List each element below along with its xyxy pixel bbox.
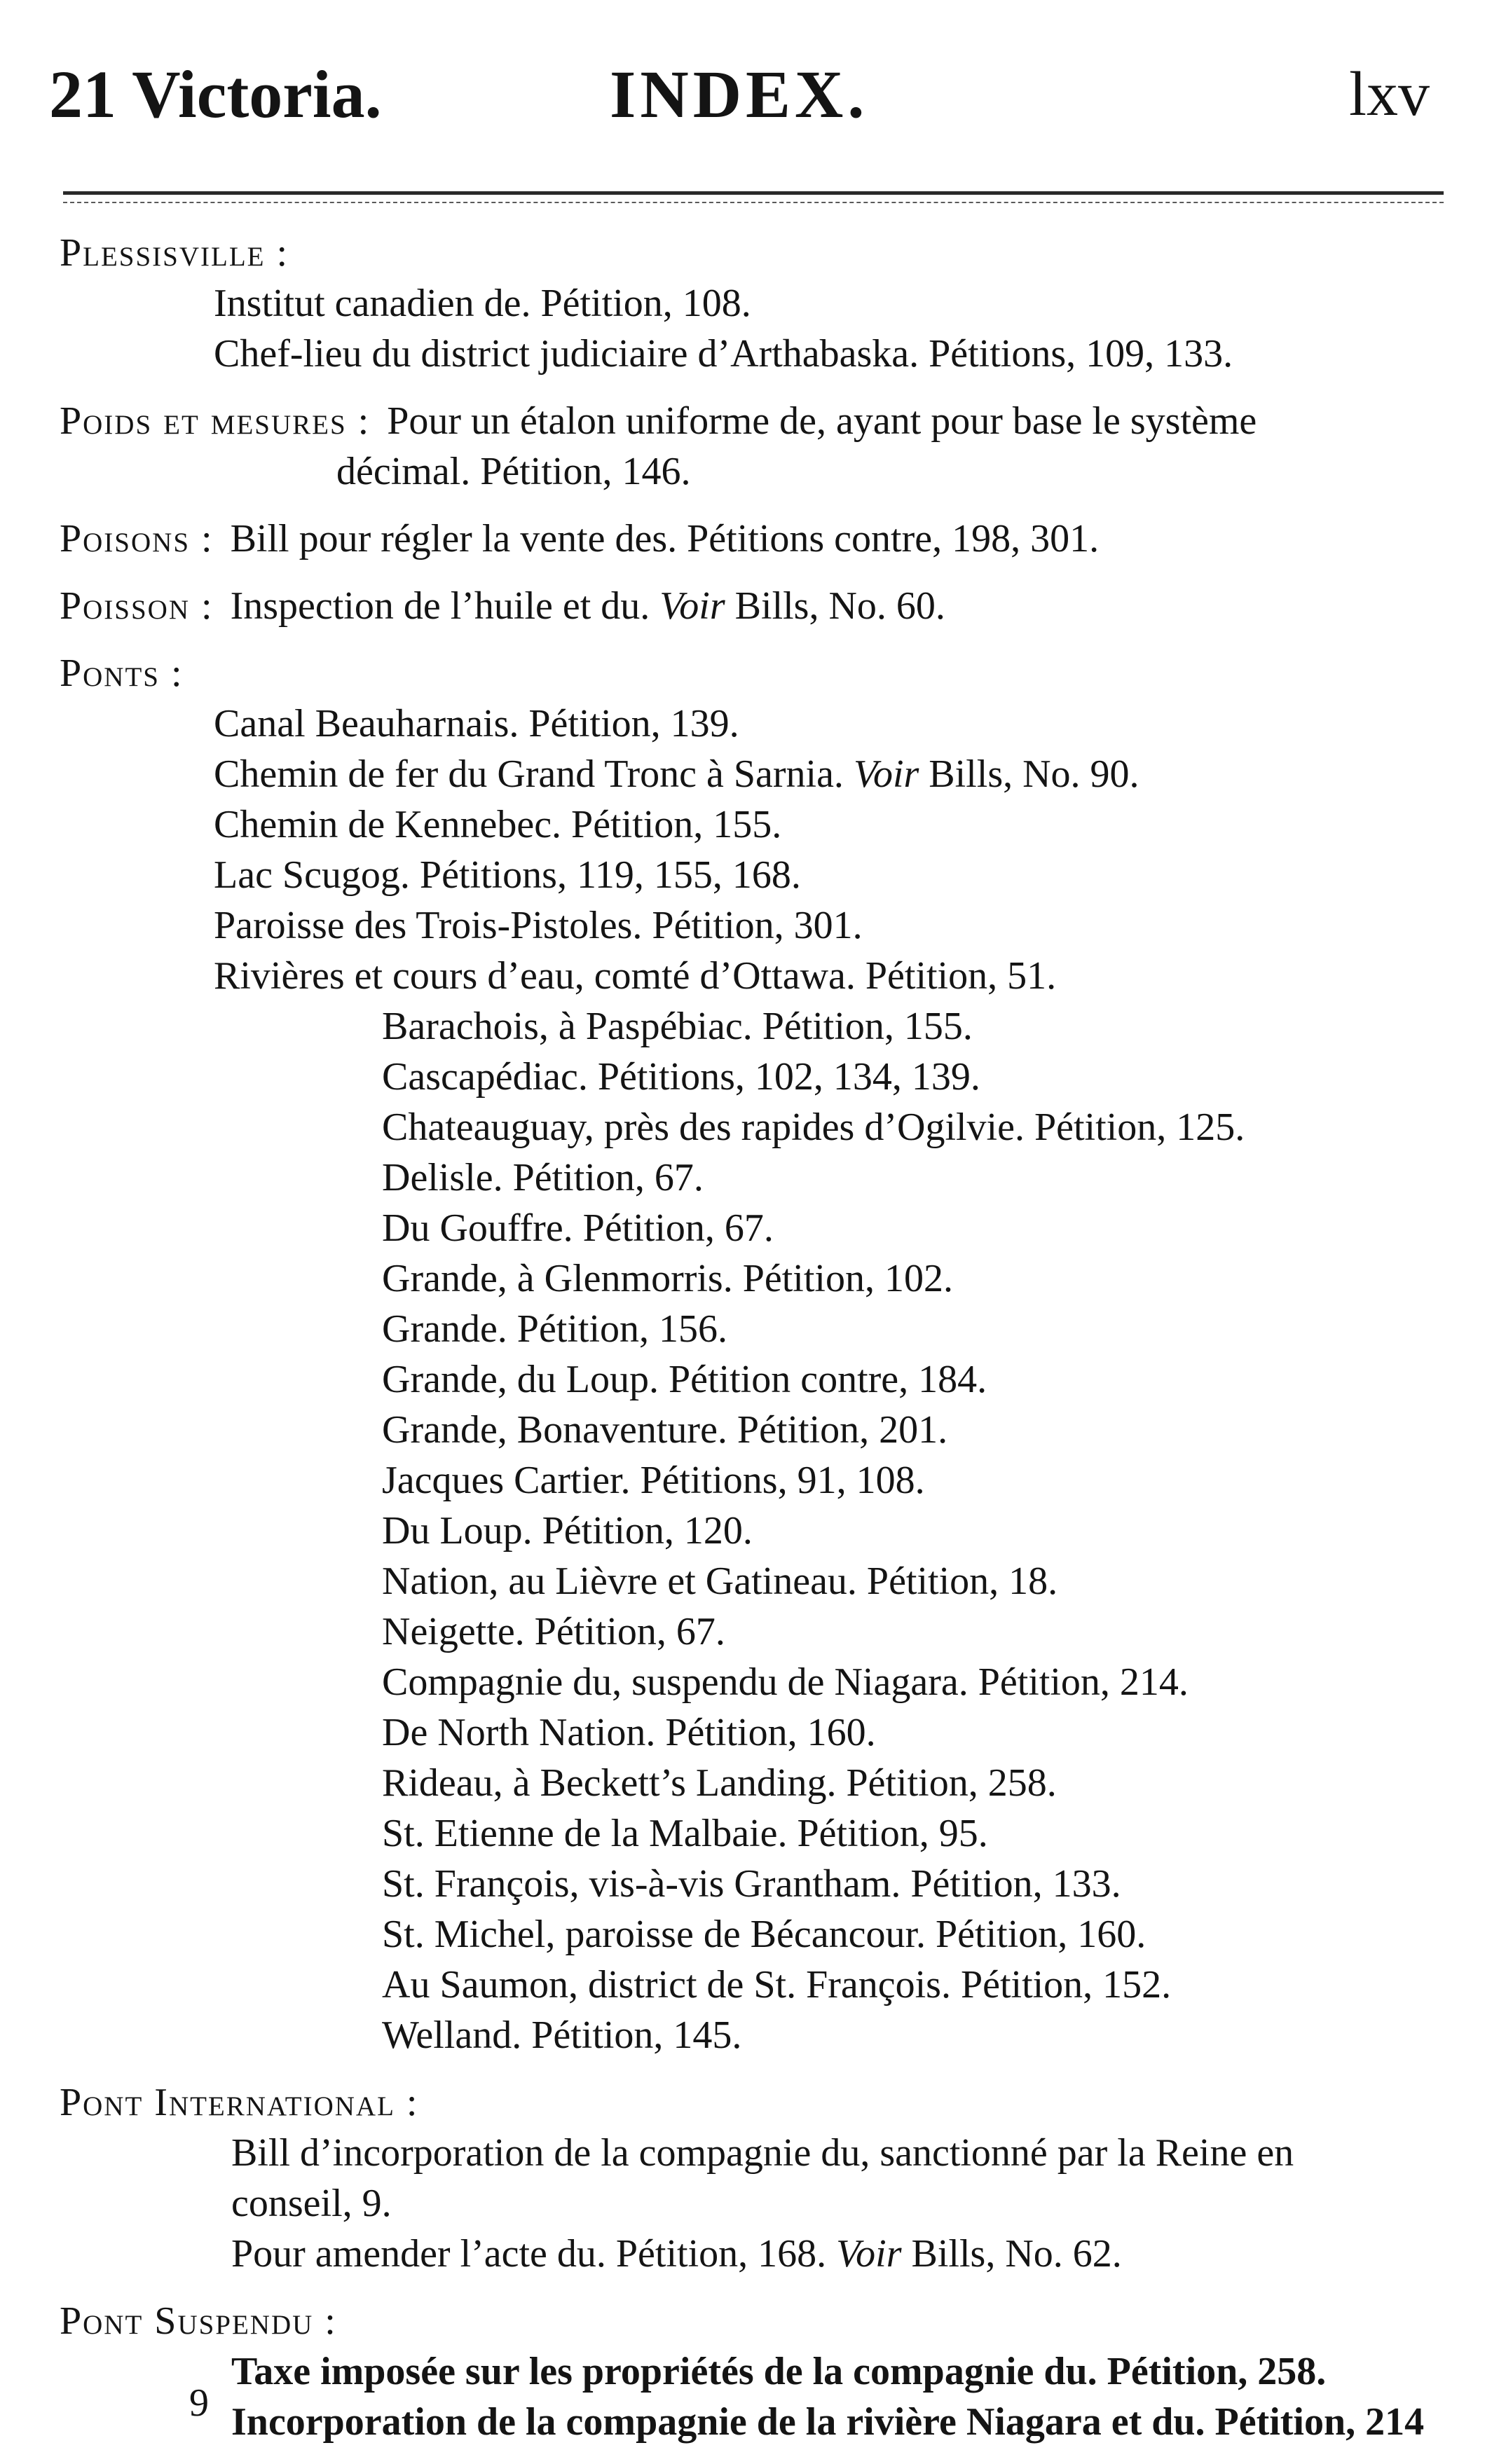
subentry-line: Delisle. Pétition, 67. bbox=[382, 1156, 704, 1199]
header-session: 21 Victoria. bbox=[49, 57, 382, 132]
subentry-line: De North Nation. Pétition, 160. bbox=[382, 1711, 876, 1754]
subentry-line: Grande, à Glenmorris. Pétition, 102. bbox=[382, 1257, 953, 1300]
subentry-line: Grande, Bonaventure. Pétition, 201. bbox=[382, 1408, 948, 1452]
subentry-line: St. Michel, paroisse de Bécancour. Pétition, 160. bbox=[382, 1913, 1147, 1956]
entry-inline-text: Inspection de l’huile et du. Voir Bills, No. 60. bbox=[230, 584, 945, 628]
subentry-line: Canal Beauharnais. Pétition, 139. bbox=[214, 702, 739, 745]
heading-line bbox=[0, 648, 1499, 698]
subentry-line: Incorporation de la compagnie de la rivière Niagara et du. Pétition, 214 bbox=[231, 2400, 1425, 2444]
heading-line bbox=[0, 581, 1499, 631]
subentry-line: Chemin de fer du Grand Tronc à Sarnia. Voir Bills, No. 90. bbox=[214, 752, 1139, 796]
subentry-line: Bill d’incorporation de la compagnie du, sanctionné par la Reine en bbox=[231, 2131, 1294, 2175]
entry-heading: Pont Suspendu : bbox=[60, 2299, 337, 2343]
header-rule bbox=[63, 191, 1444, 195]
subentry-line: Chef-lieu du district judiciaire d’Arthabaska. Pétitions, 109, 133. bbox=[214, 332, 1233, 376]
entry-heading: Pont International : bbox=[60, 2081, 419, 2124]
subentry-line: Compagnie du, suspendu de Niagara. Pétition, 214. bbox=[382, 1660, 1189, 1704]
subentry-line: Chemin de Kennebec. Pétition, 155. bbox=[214, 803, 782, 846]
subentry-line: Taxe imposée sur les propriétés de la compagnie du. Pétition, 258. bbox=[231, 2350, 1327, 2393]
subentry-line: Rivières et cours d’eau, comté d’Ottawa. Pétition, 51. bbox=[214, 954, 1057, 998]
entry-inline-text: Pour un étalon uniforme de, ayant pour base le système bbox=[387, 399, 1257, 443]
subentry-line: Nation, au Lièvre et Gatineau. Pétition, 18. bbox=[382, 1560, 1058, 1603]
index-entry bbox=[0, 581, 1499, 631]
header-rule-secondary bbox=[63, 202, 1444, 203]
entry-heading: Poisons : bbox=[60, 517, 214, 560]
subentry-line: Grande, du Loup. Pétition contre, 184. bbox=[382, 1358, 987, 1401]
subentry-line: St. Etienne de la Malbaie. Pétition, 95. bbox=[382, 1812, 988, 1855]
heading-line bbox=[0, 396, 1499, 446]
subentry-line: Neigette. Pétition, 67. bbox=[382, 1610, 725, 1653]
subentry-line: Pour amender l’acte du. Pétition, 168. Voir Bills, No. 62. bbox=[231, 2232, 1122, 2276]
subentry-line: Rideau, à Beckett’s Landing. Pétition, 258. bbox=[382, 1761, 1057, 1805]
running-header bbox=[42, 56, 1437, 140]
subentry-line: St. François, vis-à-vis Grantham. Pétition, 133. bbox=[382, 1862, 1121, 1906]
entry-heading: Poisson : bbox=[60, 584, 214, 628]
index-entry bbox=[0, 2077, 1499, 2279]
heading-line bbox=[0, 228, 1499, 278]
entry-inline-text: Bill pour régler la vente des. Pétitions contre, 198, 301. bbox=[230, 517, 1100, 560]
subentry-line: Barachois, à Paspébiac. Pétition, 155. bbox=[382, 1005, 973, 1048]
entry-heading: Ponts : bbox=[60, 652, 184, 695]
entry-heading: Poids et mesures : bbox=[60, 399, 371, 443]
subentry-line: Lac Scugog. Pétitions, 119, 155, 168. bbox=[214, 853, 801, 897]
subentry-line: Cascapédiac. Pétitions, 102, 134, 139. bbox=[382, 1055, 980, 1099]
subentry-line: Welland. Pétition, 145. bbox=[382, 2014, 742, 2057]
index-body bbox=[0, 228, 1499, 2464]
index-entry bbox=[0, 648, 1499, 2060]
header-title: INDEX. bbox=[610, 57, 869, 132]
subentry-line: Grande. Pétition, 156. bbox=[382, 1307, 728, 1351]
subentry-line: Au Saumon, district de St. François. Pétition, 152. bbox=[382, 1963, 1172, 2007]
subentry-line: Jacques Cartier. Pétitions, 91, 108. bbox=[382, 1459, 925, 1502]
header-page-number: lxv bbox=[1348, 60, 1430, 129]
subentry-line: Du Gouffre. Pétition, 67. bbox=[382, 1206, 774, 1250]
subentry-line: décimal. Pétition, 146. bbox=[336, 450, 691, 493]
subentry-line: Institut canadien de. Pétition, 108. bbox=[214, 282, 751, 325]
heading-line bbox=[0, 2077, 1499, 2128]
index-entry bbox=[0, 228, 1499, 379]
heading-line bbox=[0, 2296, 1499, 2346]
subentry-line: Paroisse des Trois-Pistoles. Pétition, 301. bbox=[214, 904, 863, 947]
subentry-line: Chateauguay, près des rapides d’Ogilvie. Pétition, 125. bbox=[382, 1106, 1245, 1149]
subentry-line: Du Loup. Pétition, 120. bbox=[382, 1509, 753, 1553]
index-entry bbox=[0, 2296, 1499, 2447]
signature-mark: 9 bbox=[189, 2381, 209, 2425]
index-entry bbox=[0, 514, 1499, 564]
heading-line bbox=[0, 514, 1499, 564]
index-entry bbox=[0, 396, 1499, 497]
subentry-line: conseil, 9. bbox=[231, 2182, 392, 2225]
entry-heading: Plessisville : bbox=[60, 231, 289, 275]
